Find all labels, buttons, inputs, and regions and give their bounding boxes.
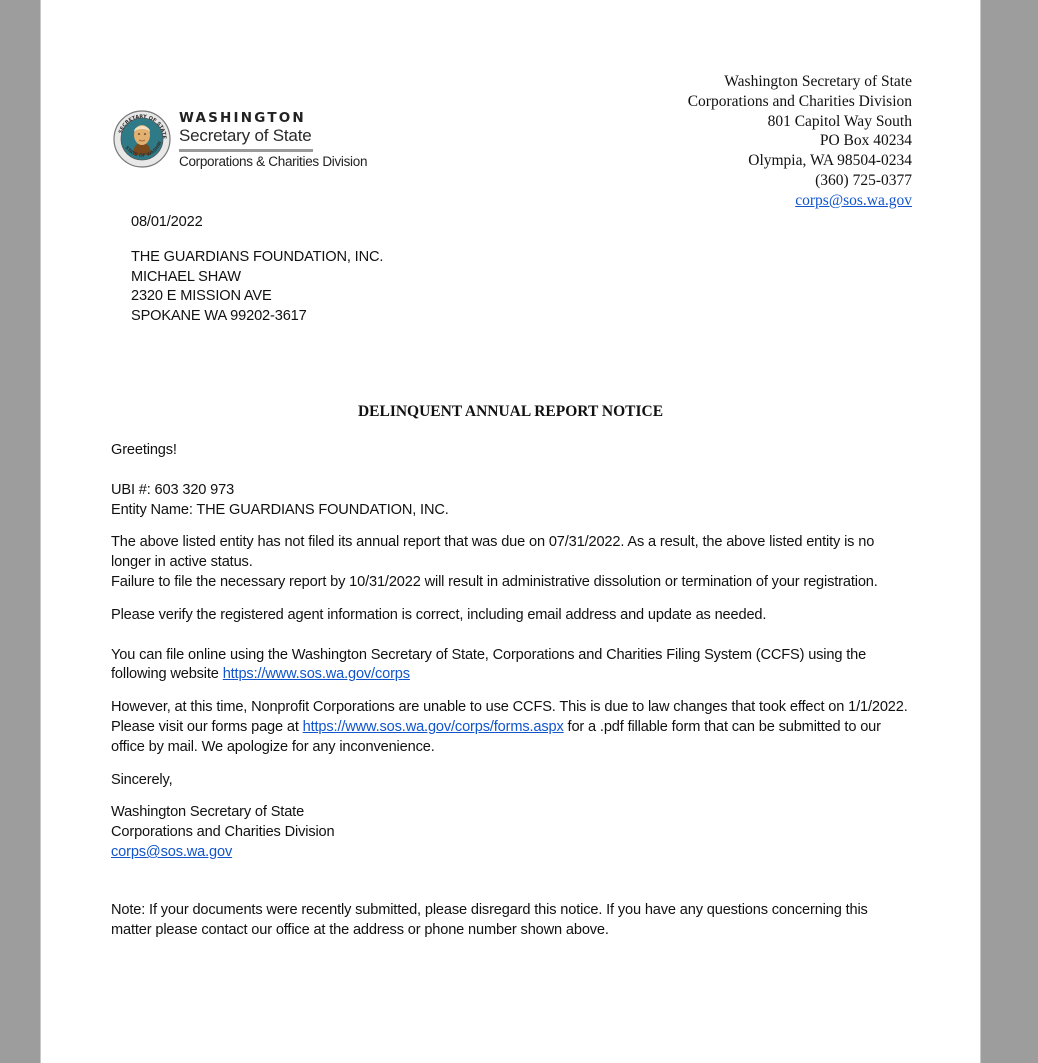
recipient-block — [131, 213, 383, 327]
sender-address-line: Olympia, WA 98504-0234 — [748, 152, 912, 170]
signature-line: Corporations and Charities Division — [111, 824, 335, 841]
sender-email-link[interactable]: corps@sos.wa.gov — [795, 191, 912, 209]
note-paragraph: Note: If your documents were recently submitted, please disregard this notice. If you have any questions concerning this matter please contact our office at the address or phone number shown above. — [111, 901, 868, 938]
sender-address-line: Corporations and Charities Division — [687, 92, 912, 110]
forms-link[interactable]: https://www.sos.wa.gov/corps/forms.aspx — [302, 718, 564, 735]
svg-text:STATE OF WASHINGTON: STATE OF WASHIN — [123, 140, 164, 159]
recipient-line: MICHAEL SHAW — [131, 268, 241, 285]
signature-email-link[interactable]: corps@sos.wa.gov — [111, 843, 233, 860]
logo-division: Corporations & Charities Division — [179, 154, 368, 169]
svg-text:SECRETARY OF STATE: SECRETARY OF STATE — [117, 113, 168, 140]
deadline-paragraph: Failure to file the necessary report by 10/31/2022 will result in administrative dissolution or termination of your registration. — [111, 573, 878, 590]
sender-address — [688, 72, 912, 211]
file-online-paragraph: You can file online using the Washington Secretary of State, Corporations and Charities Filing System (CCFS) using the following website https://www.sos.wa.gov/corps — [111, 646, 867, 683]
notice-title — [41, 403, 980, 421]
status-paragraph: The above listed entity has not filed its annual report that was due on 07/31/2022. As a result, the above listed entity is no longer in active status. — [111, 534, 875, 571]
greeting: Greetings! — [111, 442, 177, 458]
letter-body — [111, 441, 911, 940]
ccfs-link[interactable]: https://www.sos.wa.gov/corps — [222, 666, 410, 683]
sender-address-line: (360) 725-0377 — [815, 171, 912, 189]
state-seal-icon — [113, 110, 171, 168]
recipient-line: SPOKANE WA 99202-3617 — [131, 308, 307, 325]
nonprofit-paragraph: However, at this time, Nonprofit Corporations are unable to use CCFS. This is due to law changes that took effect on 1/1/2022. Please visit our forms page at https://www.sos.wa.gov/corps/forms.aspx for a .pdf fillable form that can be submitted to our office by mail. We apologize for any inconvenience. — [111, 699, 908, 755]
logo-title: WASHINGTON — [179, 110, 306, 126]
signature-line: Washington Secretary of State — [111, 804, 305, 821]
notice-title-text: DELINQUENT ANNUAL REPORT NOTICE — [357, 403, 664, 420]
recipient-line: 2320 E MISSION AVE — [131, 288, 272, 305]
closing: Sincerely, — [111, 771, 173, 788]
letter-date: 08/01/2022 — [131, 214, 203, 230]
logo-divider — [179, 149, 313, 152]
verify-paragraph: Please verify the registered agent information is correct, including email address and update as needed. — [111, 606, 767, 623]
sos-logo — [113, 110, 393, 172]
ubi-number: UBI #: 603 320 973 — [111, 481, 235, 498]
sender-address-line: PO Box 40234 — [819, 132, 912, 150]
entity-name: Entity Name: THE GUARDIANS FOUNDATION, INC. — [111, 501, 449, 518]
logo-subtitle: Secretary of State — [179, 126, 312, 145]
recipient-line: THE GUARDIANS FOUNDATION, INC. — [131, 248, 384, 265]
sender-address-line: 801 Capitol Way South — [767, 112, 912, 130]
sender-address-line: Washington Secretary of State — [724, 73, 912, 90]
document-page — [41, 0, 980, 1063]
